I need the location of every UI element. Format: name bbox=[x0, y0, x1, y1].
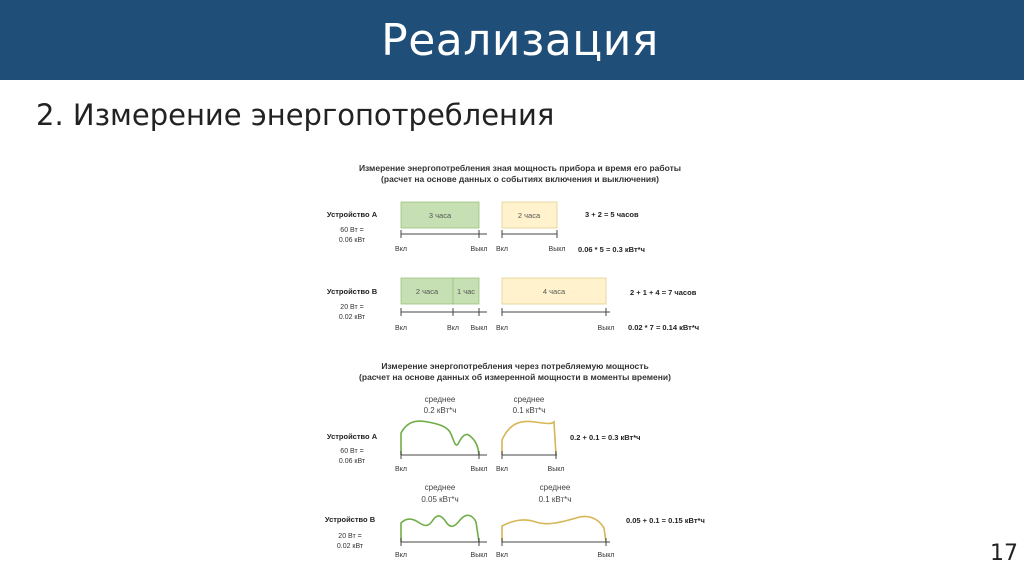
slide-header bbox=[0, 0, 1024, 80]
s1-deviceA-formula2: 0.06 * 5 = 0.3 кВт*ч bbox=[578, 245, 645, 254]
section2-title-line1: Измерение энергопотребления через потребляемую мощность bbox=[381, 361, 649, 371]
s1-deviceB-power2: 0.02 кВт bbox=[338, 314, 366, 321]
s1-deviceB-seg3-label: 4 часа bbox=[542, 287, 566, 296]
s1-deviceB-power1: 20 Вт = bbox=[340, 304, 364, 311]
slide-subtitle: 2. Измерение энергопотребления bbox=[36, 98, 555, 132]
s1-deviceA-formula1: 3 + 2 = 5 часов bbox=[585, 210, 639, 219]
s2-deviceA-timeline bbox=[401, 451, 557, 459]
s1-deviceA-timeline bbox=[401, 230, 557, 238]
s1-deviceB-name: Устройство В bbox=[326, 287, 378, 296]
s2-deviceB-power-curve2 bbox=[502, 516, 606, 542]
s2-deviceB-off1: Выкл bbox=[470, 552, 488, 559]
energy-diagram bbox=[300, 150, 740, 570]
s1-deviceB-seg1-label: 2 часа bbox=[415, 287, 439, 296]
s2-deviceB-avg-label1: среднее bbox=[424, 483, 456, 492]
s1-deviceA-off2: Выкл bbox=[548, 246, 566, 253]
s1-deviceA-name: Устройство А bbox=[326, 210, 378, 219]
s2-deviceA-power2: 0.06 кВт bbox=[338, 458, 366, 465]
s2-deviceA-power-curve1 bbox=[401, 421, 479, 455]
s2-deviceA-power1: 60 Вт = bbox=[340, 448, 364, 455]
s2-deviceA-off2: Выкл bbox=[547, 466, 565, 473]
s1-deviceA-power2: 0.06 кВт bbox=[338, 237, 366, 244]
s1-deviceA-on2: Вкл bbox=[496, 246, 508, 253]
s1-deviceB-timeline bbox=[401, 308, 610, 316]
s1-deviceB-formula1: 2 + 1 + 4 = 7 часов bbox=[630, 288, 697, 297]
s2-deviceB-avg-label2: среднее bbox=[539, 483, 571, 492]
s2-deviceA-formula: 0.2 + 0.1 = 0.3 кВт*ч bbox=[570, 433, 641, 442]
s1-deviceA-seg1-label: 3 часа bbox=[428, 211, 452, 220]
s2-deviceA-avg-value2: 0.1 кВт*ч bbox=[512, 406, 546, 415]
section1-title-line2: (расчет на основе данных о событиях включения и выключения) bbox=[381, 174, 659, 184]
s2-deviceB-on2: Вкл bbox=[496, 552, 508, 559]
s1-deviceA-power1: 60 Вт = bbox=[340, 227, 364, 234]
s1-deviceA-off1: Выкл bbox=[470, 246, 488, 253]
s1-deviceB-seg2-label: 1 час bbox=[456, 287, 476, 296]
page-number: 17 bbox=[990, 541, 1018, 566]
s1-deviceB-on3: Вкл bbox=[496, 325, 508, 332]
s2-deviceB-formula: 0.05 + 0.1 = 0.15 кВт*ч bbox=[626, 516, 705, 525]
section2-title-line2: (расчет на основе данных об измеренной мощности в моменты времени) bbox=[359, 372, 671, 382]
s2-deviceB-avg-value1: 0.05 кВт*ч bbox=[421, 495, 459, 504]
s2-deviceA-avg-value1: 0.2 кВт*ч bbox=[423, 406, 457, 415]
s1-deviceB-on1: Вкл bbox=[395, 325, 407, 332]
s2-deviceB-off2: Выкл bbox=[597, 552, 615, 559]
s2-deviceB-name: Устройство В bbox=[324, 515, 376, 524]
s1-deviceA-seg2-label: 2 часа bbox=[517, 211, 541, 220]
s1-deviceB-off2: Выкл bbox=[597, 325, 615, 332]
s1-deviceB-formula2: 0.02 * 7 = 0.14 кВт*ч bbox=[628, 323, 700, 332]
s1-deviceB-on2: Вкл bbox=[447, 325, 459, 332]
section1-title-line1: Измерение энергопотребления зная мощность прибора и время его работы bbox=[358, 163, 682, 173]
s2-deviceA-power-curve2 bbox=[502, 421, 556, 455]
s2-deviceB-power1: 20 Вт = bbox=[338, 533, 362, 540]
s2-deviceB-power-curve1 bbox=[401, 515, 479, 542]
s2-deviceA-off1: Выкл bbox=[470, 466, 488, 473]
s2-deviceA-avg-label1: среднее bbox=[424, 395, 456, 404]
s2-deviceB-timeline bbox=[401, 538, 610, 546]
s2-deviceB-power2: 0.02 кВт bbox=[336, 543, 364, 550]
s2-deviceA-name: Устройство А bbox=[326, 432, 378, 441]
slide-title: Реализация bbox=[381, 14, 659, 66]
s1-deviceA-on1: Вкл bbox=[395, 246, 407, 253]
s2-deviceB-on1: Вкл bbox=[395, 552, 407, 559]
s2-deviceB-avg-value2: 0.1 кВт*ч bbox=[538, 495, 572, 504]
s2-deviceA-on2: Вкл bbox=[496, 466, 508, 473]
s1-deviceB-off1: Выкл bbox=[470, 325, 488, 332]
s2-deviceA-avg-label2: среднее bbox=[513, 395, 545, 404]
s2-deviceA-on1: Вкл bbox=[395, 466, 407, 473]
